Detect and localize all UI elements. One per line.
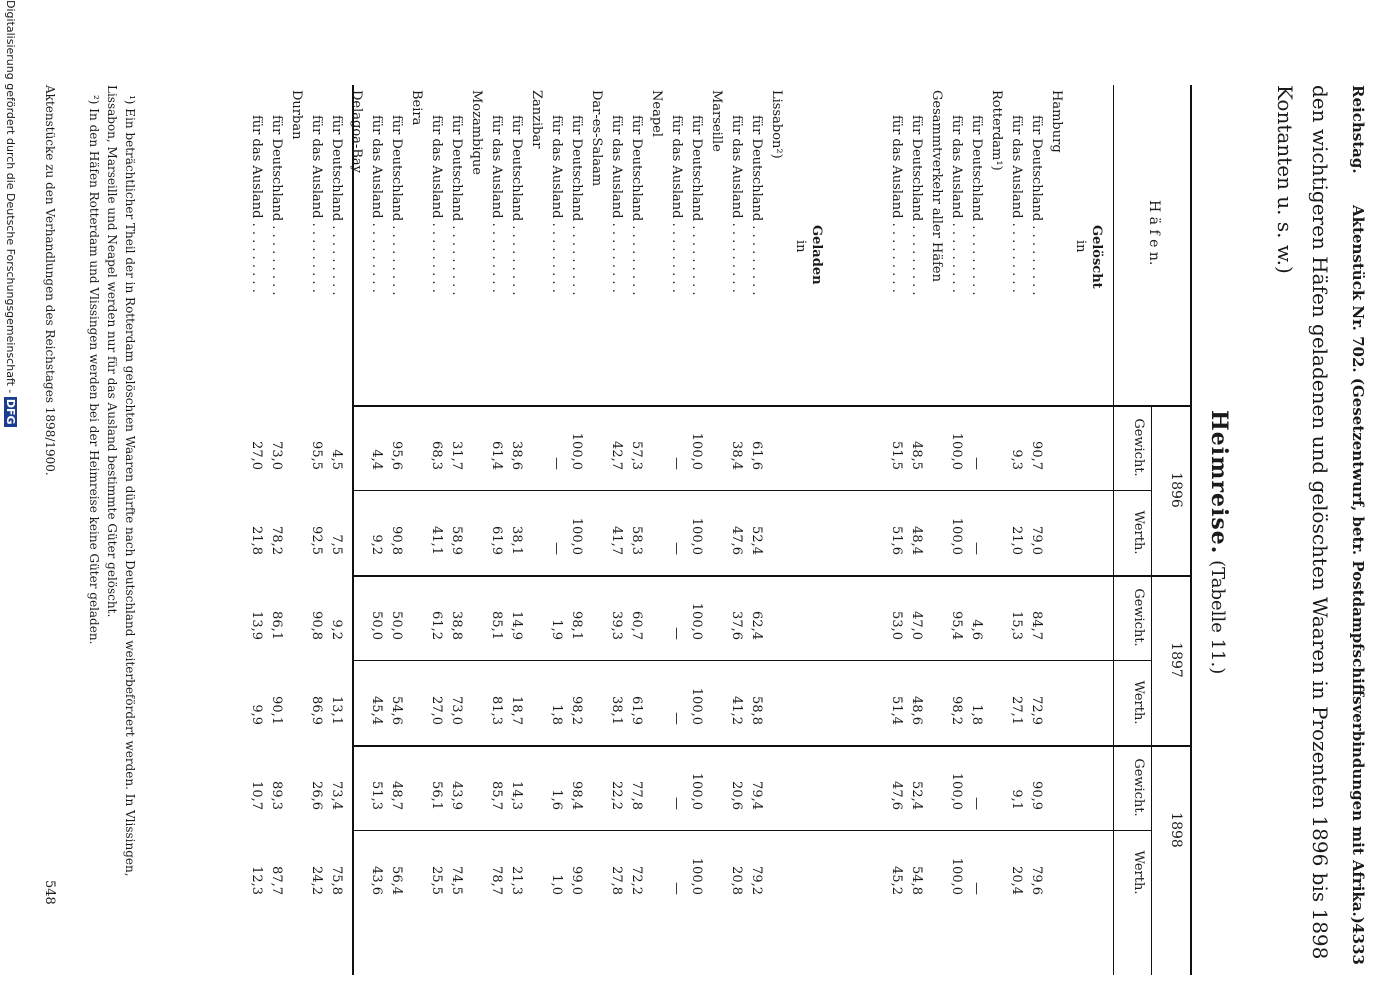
header-rule (1113, 85, 1114, 975)
cell-value: 86,1 (269, 611, 284, 640)
cell-value: 100,0 (689, 432, 704, 470)
cell-value: 9,2 (329, 619, 344, 640)
cell-value: — (669, 627, 684, 640)
cell-value: 50,0 (369, 611, 384, 640)
cell-value: 58,9 (449, 526, 464, 555)
section-heading (1206, 410, 1232, 674)
row-label: Mozambique (469, 90, 484, 175)
cell-value: 90,8 (389, 526, 404, 555)
cell-value: 78,2 (269, 526, 284, 555)
sub-gewicht: Gewicht. (1131, 588, 1146, 647)
cell-value: 54,6 (389, 696, 404, 725)
row-label: Hamburg (1049, 90, 1064, 153)
cell-value: 7,5 (329, 534, 344, 555)
footer-text: Aktenstücke zu den Verhandlungen des Reichstages 1898/1900. (43, 85, 57, 476)
cell-value: 85,7 (489, 781, 504, 810)
stub-header: H ä f e n. (1146, 200, 1162, 266)
cell-value: 62,4 (749, 611, 764, 640)
cell-value: 79,6 (1029, 866, 1044, 895)
table-bottom-rule (352, 85, 354, 975)
row-label: Gesammtverkehr aller Häfen (929, 90, 944, 282)
header-left: Reichstag. (1349, 85, 1367, 174)
cell-value: 73,4 (329, 781, 344, 810)
row-label: für das Ausland . . . . . . . . . (309, 115, 324, 293)
row-label: für das Ausland . . . . . . . . . (609, 115, 624, 293)
cell-value: 4,5 (329, 449, 344, 470)
cell-value: 72,9 (1029, 696, 1044, 725)
section-name: Heimreise. (1206, 410, 1232, 555)
row-label: Beira (409, 90, 424, 126)
cell-value: 87,7 (269, 866, 284, 895)
row-label: für Deutschland . . . . . . . . . (509, 115, 524, 296)
year-1898: 1898 (1168, 812, 1184, 848)
row-label: für das Ausland . . . . . . . . . (729, 115, 744, 293)
cell-value: 92,5 (309, 526, 324, 555)
cell-value: 20,8 (729, 866, 744, 895)
cell-value: 51,5 (889, 441, 904, 470)
cell-value: 100,0 (569, 432, 584, 470)
row-label: für das Ausland . . . . . . . . . (369, 115, 384, 293)
row-label: für das Ausland . . . . . . . . . (889, 115, 904, 293)
header-page-number: 4333 (1349, 923, 1367, 965)
cell-value: 51,3 (369, 781, 384, 810)
row-label: Durban (289, 90, 304, 140)
cell-value: 74,5 (449, 866, 464, 895)
cell-value: 41,2 (729, 696, 744, 725)
cell-value: — (669, 542, 684, 555)
footnote-2: ²) In den Häfen Rotterdam und Vlissingen werden bei der Heimreise keine Güter geladen. (87, 95, 101, 645)
header-center: Aktenstück Nr. 702. (Gesetzentwurf, betr. Postdampfschiffsverbindungen mit Afrika.) (1349, 205, 1367, 924)
row-label: für Deutschland . . . . . . . . . (689, 115, 704, 296)
row-label: Zanzibar (529, 90, 544, 149)
row-label: für Deutschland . . . . . . . . . (629, 115, 644, 296)
cell-value: 56,1 (429, 781, 444, 810)
cell-value: 42,7 (609, 441, 624, 470)
cell-value: 45,4 (369, 696, 384, 725)
cell-value: 10,7 (249, 781, 264, 810)
cell-value: 85,1 (489, 611, 504, 640)
cell-value: 57,3 (629, 441, 644, 470)
cell-value: 61,2 (429, 611, 444, 640)
row-label: für das Ausland . . . . . . . . . (949, 115, 964, 293)
cell-value: 72,2 (629, 866, 644, 895)
row-label: für Deutschland . . . . . . . . . (329, 115, 344, 296)
cell-value: 79,2 (749, 866, 764, 895)
cell-value: 90,9 (1029, 781, 1044, 810)
group-geloescht: Gelöscht (1089, 225, 1104, 289)
sub-gewicht: Gewicht. (1131, 758, 1146, 817)
cell-value: — (669, 457, 684, 470)
cell-value: — (549, 542, 564, 555)
cell-value: 100,0 (949, 432, 964, 470)
col-divider (354, 490, 1152, 491)
cell-value: 73,0 (269, 441, 284, 470)
year-divider-2 (354, 745, 1192, 747)
cell-value: 43,6 (369, 866, 384, 895)
cell-value: 100,0 (689, 517, 704, 555)
row-label: Delagoa-Bay (349, 90, 364, 173)
stub-divider (354, 405, 1192, 407)
cell-value: 51,4 (889, 696, 904, 725)
row-label: Lissabon²) (769, 90, 784, 159)
cell-value: 38,1 (509, 526, 524, 555)
cell-value: 79,4 (749, 781, 764, 810)
cell-value: 14,3 (509, 781, 524, 810)
row-label: Marseille (709, 90, 724, 152)
cell-value: 98,4 (569, 781, 584, 810)
cell-value: 98,2 (569, 696, 584, 725)
cell-value: 15,3 (1009, 611, 1024, 640)
cell-value: 90,8 (309, 611, 324, 640)
cell-value: 100,0 (949, 517, 964, 555)
year-1897: 1897 (1168, 642, 1184, 678)
cell-value: 58,8 (749, 696, 764, 725)
cell-value: 38,4 (729, 441, 744, 470)
row-label: Rotterdam¹) (989, 90, 1004, 171)
cell-value: 20,4 (1009, 866, 1024, 895)
cell-value: 37,6 (729, 611, 744, 640)
cell-value: 53,0 (889, 611, 904, 640)
row-label: für Deutschland . . . . . . . . . (749, 115, 764, 296)
cell-value: 48,4 (909, 526, 924, 555)
cell-value: 100,0 (949, 772, 964, 810)
group-in: in (1073, 240, 1088, 253)
cell-value: 9,3 (1009, 449, 1024, 470)
cell-value: — (969, 882, 984, 895)
cell-value: 9,9 (249, 704, 264, 725)
cell-value: 61,6 (749, 441, 764, 470)
cell-value: 90,7 (1029, 441, 1044, 470)
footnote-1: ¹) Ein beträchtlicher Theil der in Rotterdam gelöschten Waaren dürfte nach Deutschland weiterbefördert werden. In Vlissingen, (123, 95, 137, 877)
row-label: für Deutschland . . . . . . . . . (1029, 115, 1044, 296)
cell-value: 48,5 (909, 441, 924, 470)
cell-value: 12,3 (249, 866, 264, 895)
cell-value: — (669, 712, 684, 725)
cell-value: 18,7 (509, 696, 524, 725)
digitization-note (4, 0, 17, 427)
row-label: für Deutschland . . . . . . . . . (909, 115, 924, 296)
cell-value: 20,6 (729, 781, 744, 810)
cell-value: 22,2 (609, 781, 624, 810)
cell-value: 90,1 (269, 696, 284, 725)
cell-value: 4,4 (369, 449, 384, 470)
row-label: für das Ausland . . . . . . . . . (549, 115, 564, 293)
col-divider (354, 660, 1152, 661)
dfg-logo: DFG (4, 398, 17, 425)
cell-value: 84,7 (1029, 611, 1044, 640)
cell-value: 52,4 (749, 526, 764, 555)
cell-value: 100,0 (949, 857, 964, 895)
cell-value: 68,3 (429, 441, 444, 470)
cell-value: 43,9 (449, 781, 464, 810)
data-table (92, 85, 1192, 975)
year-1896: 1896 (1168, 472, 1184, 508)
cell-value: 25,5 (429, 866, 444, 895)
cell-value: 38,6 (509, 441, 524, 470)
cell-value: 56,4 (389, 866, 404, 895)
cell-value: 100,0 (569, 517, 584, 555)
row-label: für das Ausland . . . . . . . . . (489, 115, 504, 293)
table-top-rule (1190, 85, 1192, 975)
cell-value: 48,6 (909, 696, 924, 725)
cell-value: — (969, 542, 984, 555)
cell-value: 58,3 (629, 526, 644, 555)
col-divider (354, 830, 1152, 831)
cell-value: 47,6 (729, 526, 744, 555)
cell-value: 99,0 (569, 866, 584, 895)
cell-value: 79,0 (1029, 526, 1044, 555)
cell-value: 41,1 (429, 526, 444, 555)
row-label: Neapel (649, 90, 664, 137)
cell-value: 73,0 (449, 696, 464, 725)
cell-value: 27,8 (609, 866, 624, 895)
cell-value: 9,1 (1009, 789, 1024, 810)
cell-value: 27,0 (249, 441, 264, 470)
cell-value: 98,1 (569, 611, 584, 640)
cell-value: 41,7 (609, 526, 624, 555)
cell-value: 38,1 (609, 696, 624, 725)
cell-value: 100,0 (689, 602, 704, 640)
cell-value: 27,0 (429, 696, 444, 725)
cell-value: 21,3 (509, 866, 524, 895)
cell-value: 45,2 (889, 866, 904, 895)
cell-value: 13,1 (329, 696, 344, 725)
year-divider-1 (354, 575, 1192, 577)
cell-value: 86,9 (309, 696, 324, 725)
cell-value: — (669, 882, 684, 895)
cell-value: 61,9 (629, 696, 644, 725)
footnote-1-cont: Lissabon, Marseille und Neapel werden nur für das Ausland bestimmte Güter gelöscht. (105, 85, 119, 618)
cell-value: 13,9 (249, 611, 264, 640)
cell-value: 75,8 (329, 866, 344, 895)
row-label: für das Ausland . . . . . . . . . (669, 115, 684, 293)
cell-value: 77,8 (629, 781, 644, 810)
row-label: für Deutschland . . . . . . . . . (389, 115, 404, 296)
cell-value: 1,8 (549, 704, 564, 725)
sub-werth: Werth. (1131, 510, 1146, 555)
cell-value: 52,4 (909, 781, 924, 810)
cell-value: 38,8 (449, 611, 464, 640)
section-table-ref: (Tabelle 11.) (1207, 560, 1228, 675)
cell-value: 95,6 (389, 441, 404, 470)
cell-value: 4,6 (969, 619, 984, 640)
cell-value: 78,7 (489, 866, 504, 895)
row-label: für das Ausland . . . . . . . . . (1009, 115, 1024, 293)
cell-value: — (969, 797, 984, 810)
cell-value: 61,9 (489, 526, 504, 555)
cell-value: 61,4 (489, 441, 504, 470)
row-label: für Deutschland . . . . . . . . . (269, 115, 284, 296)
year-rule (1151, 405, 1152, 975)
cell-value: 60,7 (629, 611, 644, 640)
cell-value: 100,0 (689, 772, 704, 810)
cell-value: 95,4 (949, 611, 964, 640)
cell-value: 1,9 (549, 619, 564, 640)
title-line-2: Kontanten u. s. w.) (1273, 85, 1297, 274)
group-geladen: Geladen (809, 225, 824, 285)
row-label: für Deutschland . . . . . . . . . (569, 115, 584, 296)
cell-value: 31,7 (449, 441, 464, 470)
row-label: Dar-es-Salaam (589, 90, 604, 187)
cell-value: 1,6 (549, 789, 564, 810)
sub-gewicht: Gewicht. (1131, 418, 1146, 477)
cell-value: — (969, 457, 984, 470)
cell-value: 95,5 (309, 441, 324, 470)
cell-value: 1,0 (549, 874, 564, 895)
cell-value: 89,3 (269, 781, 284, 810)
sub-werth: Werth. (1131, 680, 1146, 725)
cell-value: 48,7 (389, 781, 404, 810)
cell-value: — (549, 457, 564, 470)
cell-value: — (669, 797, 684, 810)
cell-value: 39,3 (609, 611, 624, 640)
cell-value: 9,2 (369, 534, 384, 555)
cell-value: 14,9 (509, 611, 524, 640)
page-number-bottom: 548 (42, 880, 57, 905)
cell-value: 21,8 (249, 526, 264, 555)
cell-value: 26,6 (309, 781, 324, 810)
cell-value: 54,8 (909, 866, 924, 895)
group-in: in (793, 240, 808, 253)
cell-value: 100,0 (689, 857, 704, 895)
title-line-1: den wichtigeren Häfen geladenen und gelöschten Waaren in Prozenten 1896 bis 1898 (1308, 85, 1332, 960)
cell-value: 47,0 (909, 611, 924, 640)
cell-value: 51,6 (889, 526, 904, 555)
cell-value: 47,6 (889, 781, 904, 810)
cell-value: 81,3 (489, 696, 504, 725)
cell-value: 27,1 (1009, 696, 1024, 725)
cell-value: 24,2 (309, 866, 324, 895)
row-label: für Deutschland . . . . . . . . . (449, 115, 464, 296)
cell-value: 100,0 (689, 687, 704, 725)
cell-value: 50,0 (389, 611, 404, 640)
row-label: für Deutschland . . . . . . . . . (969, 115, 984, 296)
sub-werth: Werth. (1131, 850, 1146, 895)
digitization-text: Digitalisierung gefördert durch die Deutsche Forschungsgemeinschaft - (4, 0, 17, 394)
cell-value: 21,0 (1009, 526, 1024, 555)
cell-value: 1,8 (969, 704, 984, 725)
row-label: für das Ausland . . . . . . . . . (429, 115, 444, 293)
cell-value: 98,2 (949, 696, 964, 725)
row-label: für das Ausland . . . . . . . . . (249, 115, 264, 293)
